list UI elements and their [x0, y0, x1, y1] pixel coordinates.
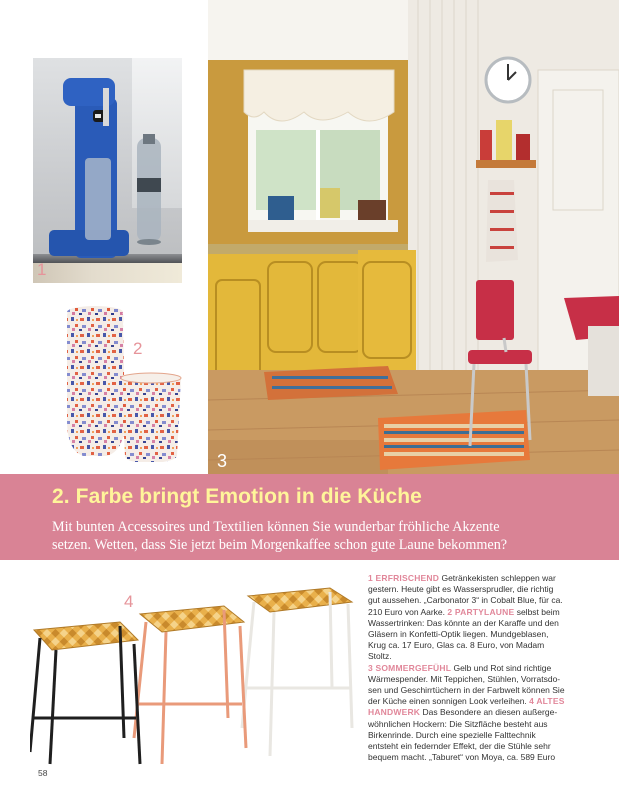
body-line: der Küche einen sonnigen Look verleihen. 4 ALTES	[368, 696, 565, 707]
photo-3-number: 3	[217, 451, 228, 471]
kitchen-photo	[208, 0, 619, 474]
highlight-4a: 4 ALTES	[529, 696, 565, 707]
intro-line-2: setzen. Wetten, dass Sie jetzt beim Morgenkaffee schon gute Laune bekommen?	[52, 537, 508, 553]
body-line: HANDWERK Das Besondere an diesen außerge-	[368, 707, 558, 718]
carbonator-photo	[33, 58, 182, 283]
page-number: 58	[38, 768, 48, 778]
stools-photo	[30, 578, 360, 768]
highlight-1: 1 ERFRISCHEND	[368, 573, 440, 583]
article-body	[368, 573, 568, 763]
photo-4-number: 4	[124, 592, 134, 611]
body-line: Wassertrinken: Das könnte an der Karaffe und den	[368, 617, 559, 628]
body-line: bequem macht. „Taburet“ von Moya, ca. 589 Euro	[368, 752, 556, 763]
body-line: Wärmespender. Mit Teppichen, Stühlen, Vorratsdo-	[368, 673, 561, 684]
intro-text	[52, 518, 592, 554]
highlight-2: 2 PARTYLAUNE	[447, 606, 515, 617]
body-line: wöhnlichen Hockern: Die Sitzfläche besteht aus	[368, 718, 548, 729]
body-line: gut aussehen. „Carbonator 3“ in Cobalt Blue, für ca.	[368, 595, 563, 606]
photo-2-number: 2	[133, 339, 143, 358]
body-line: Gläsern in Konfetti-Optik liegen. Mundgeblasen,	[368, 629, 549, 640]
highlight-4b: HANDWERK	[368, 707, 421, 718]
body-line: 3 SOMMERGEFÜHL Gelb und Rot sind richtige	[368, 662, 552, 673]
confetti-glasses-photo	[63, 300, 193, 470]
body-line: Birkenrinde. Durch eine spezielle Falttechnik	[368, 729, 536, 740]
highlight-3: 3 SOMMERGEFÜHL	[368, 662, 452, 673]
section-headline: 2. Farbe bringt Emotion in die Küche	[52, 485, 422, 508]
intro-line-1: Mit bunten Accessoires und Textilien können Sie wunderbar fröhliche Akzente	[52, 519, 500, 535]
body-line: 210 Euro von Aarke. 2 PARTYLAUNE selbst beim	[368, 606, 560, 617]
body-line: sen und Geschirrtüchern in der Farbwelt können Sie	[368, 685, 565, 696]
body-line: gestern. Heute gibt es Wassersprudler, die richtig	[368, 584, 554, 595]
body-line: 1 ERFRISCHEND Getränkekisten schleppen war	[368, 573, 556, 583]
photo-1-number: 1	[37, 260, 47, 279]
body-line: Krug ca. 17 Euro, Glas ca. 8 Euro, von Madam Stoltz.	[368, 640, 545, 662]
body-line: entsteht ein federnder Effekt, der die Stühle sehr	[368, 741, 551, 752]
